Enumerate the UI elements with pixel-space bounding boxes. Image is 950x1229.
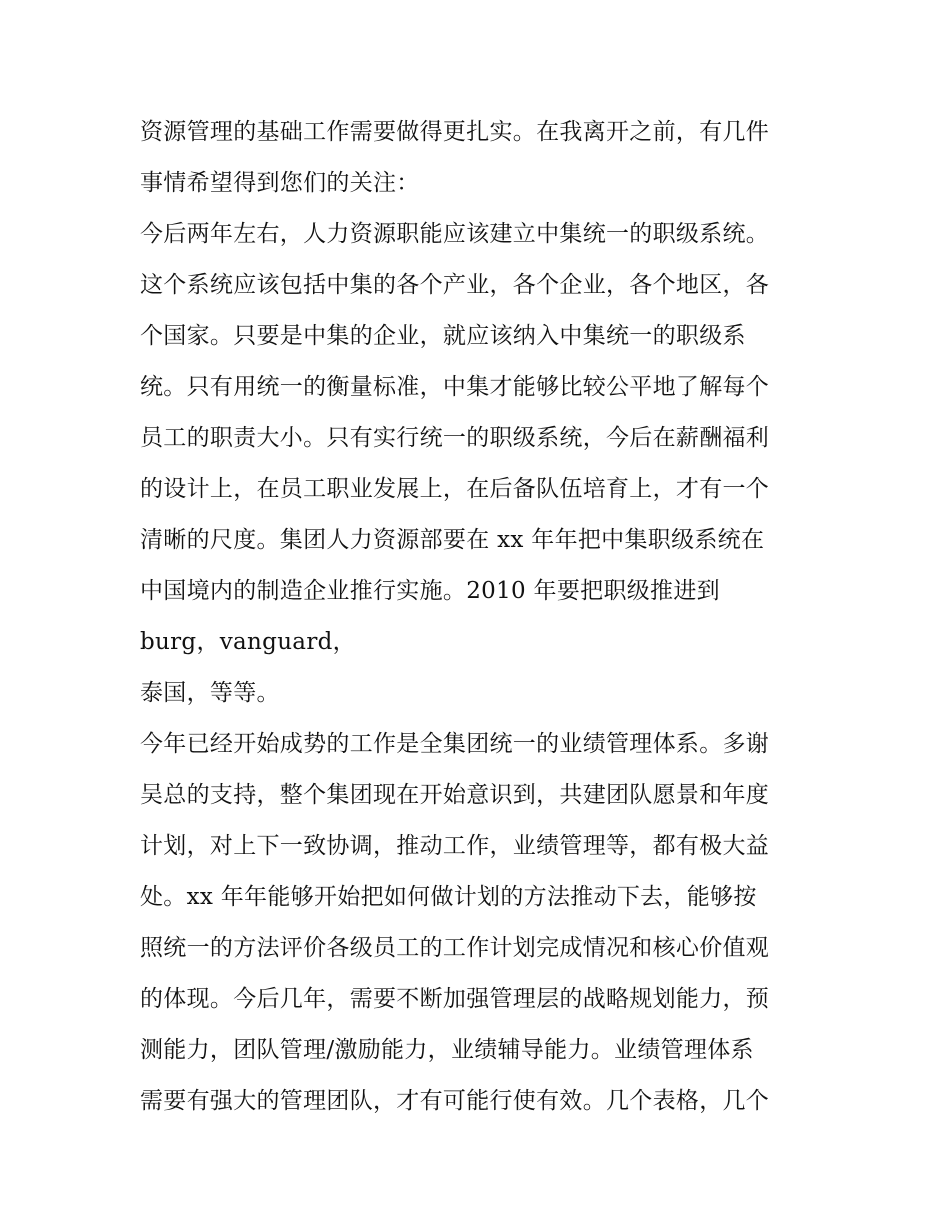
text-line: 吴总的支持，整个集团现在开始意识到，共建团队愿景和年度: [140, 782, 770, 808]
text-line: 今后两年左右，人力资源职能应该建立中集统一的职级系统。: [140, 221, 770, 247]
text-line: 员工的职责大小。只有实行统一的职级系统，今后在薪酬福利: [140, 425, 770, 451]
text-line: 清晰的尺度。集团人力资源部要在 xx 年年把中集职级系统在: [140, 527, 765, 553]
text-line: 的体现。今后几年，需要不断加强管理层的战略规划能力，预: [140, 986, 770, 1012]
text-line: 计划，对上下一致协调，推动工作，业绩管理等，都有极大益: [140, 833, 770, 859]
text-line: 泰国，等等。: [140, 680, 280, 706]
text-line: 处。xx 年年能够开始把如何做计划的方法推动下去，能够按: [140, 884, 757, 910]
text-line: 事情希望得到您们的关注：: [140, 170, 420, 196]
text-line: 今年已经开始成势的工作是全集团统一的业绩管理体系。多谢: [140, 731, 770, 757]
text-line: 的设计上，在员工职业发展上，在后备队伍培育上，才有一个: [140, 476, 770, 502]
text-line: burg，vanguard，: [140, 629, 356, 655]
body-text: [140, 107, 820, 1127]
text-line: 资源管理的基础工作需要做得更扎实。在我离开之前，有几件: [140, 119, 770, 145]
text-line: 这个系统应该包括中集的各个产业，各个企业，各个地区，各: [140, 272, 770, 298]
text-line: 需要有强大的管理团队，才有可能行使有效。几个表格，几个: [140, 1088, 770, 1114]
text-line: 统。只有用统一的衡量标准，中集才能够比较公平地了解每个: [140, 374, 770, 400]
text-line: 中国境内的制造企业推行实施。2010 年要把职级推进到: [140, 578, 720, 604]
text-line: 照统一的方法评价各级员工的工作计划完成情况和核心价值观: [140, 935, 770, 961]
text-line: 个国家。只要是中集的企业，就应该纳入中集统一的职级系: [140, 323, 746, 349]
text-line: 测能力，团队管理/激励能力，业绩辅导能力。业绩管理体系: [140, 1037, 754, 1063]
